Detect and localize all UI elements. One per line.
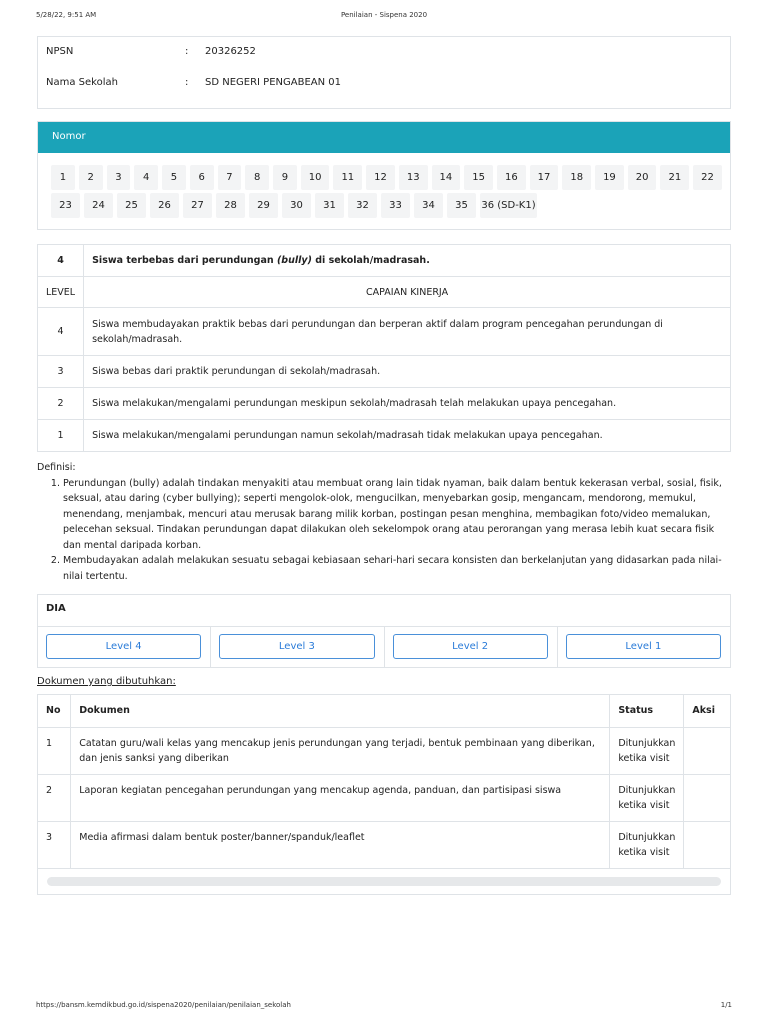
definition-item: 2. Membudayakan adalah melakukan sesuatu sebagai kebiasaan sehari-hari secara konsisten dan berkelanjutan yang didasarkan pada nilai-nilai tertentu. [63,553,731,584]
nomor-item[interactable]: 34 [414,193,443,218]
print-url: https://bansm.kemdikbud.go.id/sispena2020/penilaian/penilaian_sekolah [36,1001,291,1009]
nomor-item[interactable]: 25 [117,193,146,218]
school-name-label: Nama Sekolah [46,77,118,88]
level-row [38,308,731,356]
criteria-statement-post: di sekolah/madrasah. [311,255,430,266]
nomor-item[interactable]: 24 [84,193,113,218]
dia-title: DIA [46,603,66,614]
nomor-header: Nomor [38,122,730,153]
level-description: Siswa bebas dari praktik perundungan di sekolah/madrasah. [84,356,731,388]
definition-item: 1. Perundungan (bully) adalah tindakan menyakiti atau membuat orang lain tidak nyaman, baik dalam bentuk kekerasan verbal, sosial, fisik, seksual, atau daring (cyber bullying); seperti mengolok-olok, mengucilkan, menyebarkan gosip, mengancam, mendorong, memukul, menendang, menjambak, mencuri atau merusak barang milik korban, postingan pesan menghina, membagikan foto/video memalukan, pelecehan seksual. Tindakan perundungan dapat dilakukan oleh sekelompok orang atau perorangan yang merasa lebih kuat secara fisik dan mental daripada korban. [63,476,731,554]
print-page-number: 1/1 [720,1001,732,1009]
table-row [38,821,730,868]
doc-description: Catatan guru/wali kelas yang mencakup jenis perundungan yang terjadi, bentuk pembinaan yang diberikan, dan jenis sanksi yang diberikan [71,727,610,774]
criteria-table [37,244,731,452]
nomor-item[interactable]: 17 [530,165,559,190]
nomor-item[interactable]: 29 [249,193,278,218]
print-title: Penilaian - Sispena 2020 [340,11,428,19]
doc-no: 2 [38,774,71,821]
level-description: Siswa melakukan/mengalami perundungan namun sekolah/madrasah tidak melakukan upaya pencegahan. [84,420,731,452]
definitions-title: Definisi: [37,462,76,473]
school-name-value: SD NEGERI PENGABEAN 01 [205,77,341,88]
print-datetime: 5/28/22, 9:51 AM [36,11,97,19]
nomor-item[interactable]: 36 (SD-K1) [480,193,537,218]
nomor-item[interactable]: 20 [628,165,657,190]
col-aksi-header: Aksi [684,695,730,727]
level-1-button[interactable]: Level 1 [566,634,721,659]
criteria-number: 4 [38,245,84,277]
criteria-statement [84,245,731,277]
nomor-item[interactable]: 16 [497,165,526,190]
print-footer [36,1001,732,1011]
level-row [38,356,731,388]
nomor-item[interactable]: 14 [432,165,461,190]
nomor-item[interactable]: 4 [134,165,158,190]
doc-no: 1 [38,727,71,774]
nomor-item[interactable]: 15 [464,165,493,190]
criteria-statement-pre: Siswa terbebas dari perundungan [92,255,277,266]
col-no-header: No [38,695,71,727]
doc-status: Ditunjukkan ketika visit [610,727,684,774]
nomor-item[interactable]: 26 [150,193,179,218]
documents-card [37,694,731,895]
nomor-item[interactable]: 7 [218,165,242,190]
col-dokumen-header: Dokumen [71,695,610,727]
nomor-item[interactable]: 13 [399,165,428,190]
level-4-button[interactable]: Level 4 [46,634,201,659]
doc-action [684,727,730,774]
doc-status: Ditunjukkan ketika visit [610,821,684,868]
level-header: LEVEL [38,277,84,308]
nomor-item[interactable]: 8 [245,165,269,190]
npsn-value: 20326252 [205,46,256,57]
print-header [36,11,732,21]
npsn-colon: : [185,46,189,57]
nomor-item[interactable]: 3 [107,165,131,190]
nomor-number-list [51,165,726,221]
doc-status: Ditunjukkan ketika visit [610,774,684,821]
nomor-item[interactable]: 9 [273,165,297,190]
npsn-label: NPSN [46,46,74,57]
nomor-row-1 [51,165,726,190]
nomor-item[interactable]: 2 [79,165,103,190]
nomor-item[interactable]: 5 [162,165,186,190]
nomor-item[interactable]: 1 [51,165,75,190]
doc-no: 3 [38,821,71,868]
documents-table [38,695,730,869]
nomor-item[interactable]: 12 [366,165,395,190]
school-name-colon: : [185,77,189,88]
level-3-button[interactable]: Level 3 [219,634,374,659]
nomor-item[interactable]: 28 [216,193,245,218]
definitions [37,460,731,584]
dia-card [37,594,731,668]
doc-action [684,774,730,821]
nomor-item[interactable]: 19 [595,165,624,190]
nomor-item[interactable]: 23 [51,193,80,218]
school-info-card [37,36,731,109]
nomor-item[interactable]: 18 [562,165,591,190]
nomor-card [37,121,731,230]
capaian-header: CAPAIAN KINERJA [84,277,731,308]
nomor-item[interactable]: 33 [381,193,410,218]
documents-label: Dokumen yang dibutuhkan: [37,676,176,687]
level-description: Siswa melakukan/mengalami perundungan meskipun sekolah/madrasah telah melakukan upaya pencegahan. [84,388,731,420]
table-row [38,727,730,774]
level-row [38,388,731,420]
nomor-item[interactable]: 30 [282,193,311,218]
col-status-header: Status [610,695,684,727]
level-description: Siswa membudayakan praktik bebas dari perundungan dan berperan aktif dalam program pencegahan perundungan di sekolah/madrasah. [84,308,731,356]
nomor-item[interactable]: 6 [190,165,214,190]
nomor-item[interactable]: 27 [183,193,212,218]
criteria-statement-em: (bully) [276,255,312,266]
nomor-item[interactable]: 10 [301,165,330,190]
level-number: 2 [38,388,84,420]
doc-action [684,821,730,868]
table-row [38,774,730,821]
nomor-item[interactable]: 35 [447,193,476,218]
level-number: 3 [38,356,84,388]
level-row [38,420,731,452]
nomor-row-2 [51,193,726,218]
level-number: 4 [38,308,84,356]
nomor-item[interactable]: 21 [660,165,689,190]
nomor-item[interactable]: 22 [693,165,722,190]
horizontal-scrollbar[interactable] [47,877,721,886]
nomor-item[interactable]: 11 [333,165,362,190]
nomor-item[interactable]: 31 [315,193,344,218]
level-number: 1 [38,420,84,452]
level-2-button[interactable]: Level 2 [393,634,548,659]
doc-description: Laporan kegiatan pencegahan perundungan yang mencakup agenda, panduan, dan partisipasi siswa [71,774,610,821]
doc-description: Media afirmasi dalam bentuk poster/banner/spanduk/leaflet [71,821,610,868]
nomor-item[interactable]: 32 [348,193,377,218]
